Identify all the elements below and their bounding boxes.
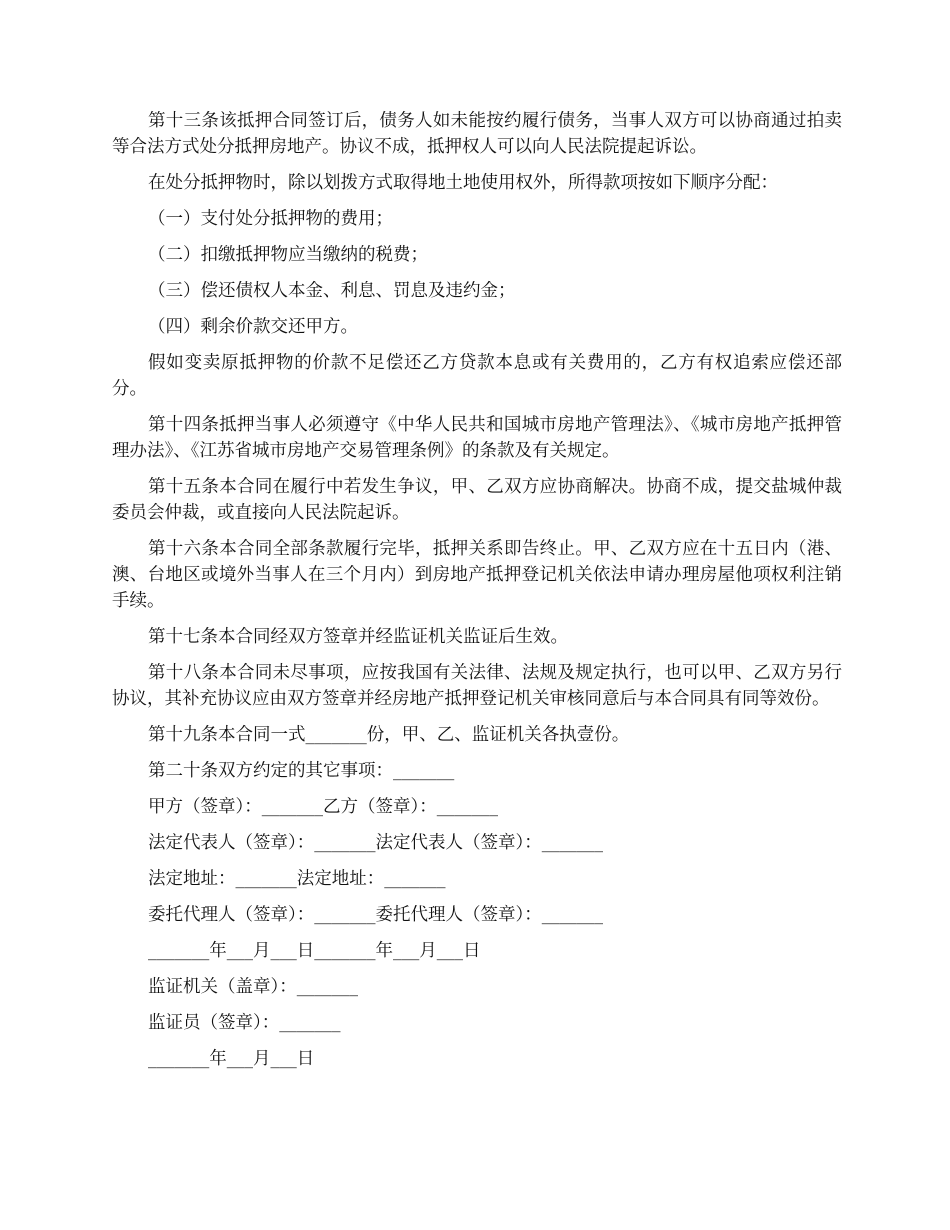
signature-supervising-authority: 监证机关（盖章）：_______ [148,977,358,997]
distribution-item-2: （二）扣缴抵押物应当缴纳的税费； [148,245,428,265]
clause-16: 第十六条本合同全部条款履行完毕，抵押关系即告终止。甲、乙双方应在十五日内（港、澳、台地区或境外当事人在三个月内）到房地产抵押登记机关依法申请办理房屋他项权利注销手续。 [112,539,842,611]
clause-15: 第十五条本合同在履行中若发生争议，甲、乙双方应协商解决。协商不成，提交盐城仲裁委员会仲裁，或直接向人民法院起诉。 [112,477,842,523]
distribution-item-1: （一）支付处分抵押物的费用； [148,209,393,229]
signature-supervisor: 监证员（签章）：_______ [148,1013,341,1033]
distribution-item-3: （三）偿还债权人本金、利息、罚息及违约金； [148,281,516,301]
contract-page [112,108,842,1082]
shortfall-clause: 假如变卖原抵押物的价款不足偿还乙方贷款本息或有关费用的，乙方有权追索应偿还部分。 [112,353,842,399]
clause-13: 第十三条该抵押合同签订后，债务人如未能按约履行债务，当事人双方可以协商通过拍卖等合法方式处分抵押房地产。协议不成，抵押权人可以向人民法院提起诉讼。 [112,111,842,157]
signature-legal-representative: 法定代表人（签章）：_______法定代表人（签章）：_______ [148,833,603,853]
signature-dates: _______年___月___日_______年___月___日 [148,941,481,961]
signature-supervision-date: _______年___月___日 [148,1049,315,1069]
distribution-order-intro: 在处分抵押物时，除以划拨方式取得地土地使用权外，所得款项按如下顺序分配： [148,173,778,193]
clause-14: 第十四条抵押当事人必须遵守《中华人民共和国城市房地产管理法》、《城市房地产抵押管理办法》、《江苏省城市房地产交易管理条例》的条款及有关规定。 [112,415,842,461]
clause-20: 第二十条双方约定的其它事项：_______ [148,761,455,781]
signature-authorized-agent: 委托代理人（签章）：_______委托代理人（签章）：_______ [148,905,603,925]
clause-18: 第十八条本合同未尽事项，应按我国有关法律、法规及规定执行，也可以甲、乙双方另行协议，其补充协议应由双方签章并经房地产抵押登记机关审核同意后与本合同具有同等效份。 [112,663,842,709]
signature-legal-address: 法定地址：_______法定地址：_______ [148,869,446,889]
distribution-item-4: （四）剩余价款交还甲方。 [148,317,358,337]
clause-17: 第十七条本合同经双方签章并经监证机关监证后生效。 [148,627,568,647]
signature-party-a-b: 甲方（签章）：_______乙方（签章）：_______ [148,797,498,817]
clause-19: 第十九条本合同一式_______份，甲、乙、监证机关各执壹份。 [148,725,630,745]
